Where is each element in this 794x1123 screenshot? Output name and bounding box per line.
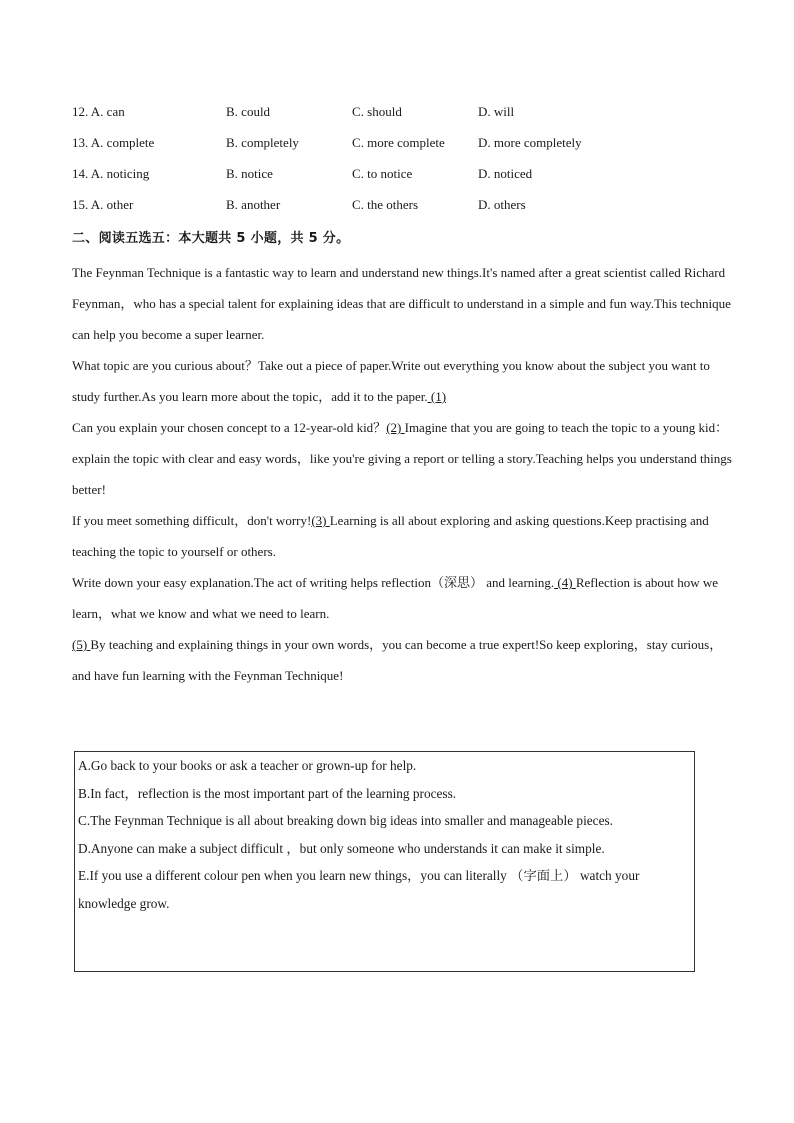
option-item: E.If you use a different colour pen when you learn new things，you can literally （字面上） watch your knowledge grow. [78, 868, 640, 911]
option-a: 14. A. noticing [72, 166, 150, 181]
passage-paragraph [72, 257, 732, 350]
option-item: D.Anyone can make a subject difficult ，but only someone who understands it can make it simple. [78, 840, 605, 856]
option-a: 12. A. can [72, 104, 125, 119]
question-14 [72, 163, 712, 194]
option-d: D. noticed [478, 166, 533, 181]
passage-paragraph [72, 567, 732, 629]
option-item: C.The Feynman Technique is all about breaking down big ideas into smaller and manageable pieces. [78, 813, 613, 829]
blank-5: (5) [72, 637, 91, 652]
option-b: B. could [226, 104, 271, 119]
blank-2: (2) [386, 420, 405, 435]
passage-paragraph [72, 629, 732, 691]
options-box [74, 751, 695, 972]
option-a: 15. A. other [72, 197, 134, 212]
blank-1: (1) [427, 389, 447, 404]
passage-paragraph [72, 505, 732, 567]
passage-text: If you meet something difficult，don't worry! [72, 513, 312, 528]
blank-4: (4) [554, 575, 576, 590]
option-c: C. more complete [352, 135, 445, 150]
option-b: B. notice [226, 166, 273, 181]
question-13 [72, 132, 712, 163]
option-d: D. more completely [478, 135, 582, 150]
option-item: A.Go back to your books or ask a teacher or grown-up for help. [78, 758, 417, 773]
passage-text: By teaching and explaining things in your own words，you can become a true expert!So keep exploring，stay curious，and have fun learning with the Feynman Technique! [72, 637, 723, 683]
option-c: C. to notice [352, 166, 413, 181]
passage-text: Imagine that you are going to teach the topic to a young kid：explain the topic with clear and easy words，like you're giving a report or telling a story.Teaching helps you understand things better! [72, 420, 732, 497]
passage-text: What topic are you curious about？Take out a piece of paper.Write out everything you know about the subject you want to study further.As you learn more about the topic，add it to the paper. [72, 358, 710, 404]
question-12 [72, 101, 712, 132]
blank-3: (3) [311, 513, 330, 528]
reading-passage [72, 257, 732, 691]
passage-text: Learning is all about exploring and asking questions.Keep practising and teaching the topic to yourself or others. [72, 513, 709, 559]
option-c: C. the others [352, 197, 419, 212]
option-d: D. will [478, 104, 515, 119]
passage-text: Can you explain your chosen concept to a 12-year-old kid？ [72, 420, 387, 435]
option-d: D. others [478, 197, 526, 212]
option-a: 13. A. complete [72, 135, 155, 150]
passage-paragraph [72, 412, 732, 505]
passage-text: The Feynman Technique is a fantastic way to learn and understand new things.It's named after a great scientist called Richard Feynman，who has a special talent for explaining ideas that are difficult to understand in a simple and fun way.This technique can help you become a super learner. [72, 265, 731, 342]
passage-text: Write down your easy explanation.The act of writing helps reflection（深思） and learning. [72, 575, 555, 590]
passage-paragraph [72, 350, 732, 412]
choice-questions [72, 101, 712, 225]
option-b: B. another [226, 197, 281, 212]
section-title: 二、阅读五选五：本大题共 5 小题，共 5 分。 [72, 231, 350, 246]
option-item: B.In fact，reflection is the most important part of the learning process. [78, 785, 457, 801]
passage-text: Reflection is about how we learn，what we know and what we need to learn. [72, 575, 719, 621]
option-c: C. should [352, 104, 402, 119]
option-b: B. completely [226, 135, 299, 150]
question-15 [72, 194, 712, 225]
